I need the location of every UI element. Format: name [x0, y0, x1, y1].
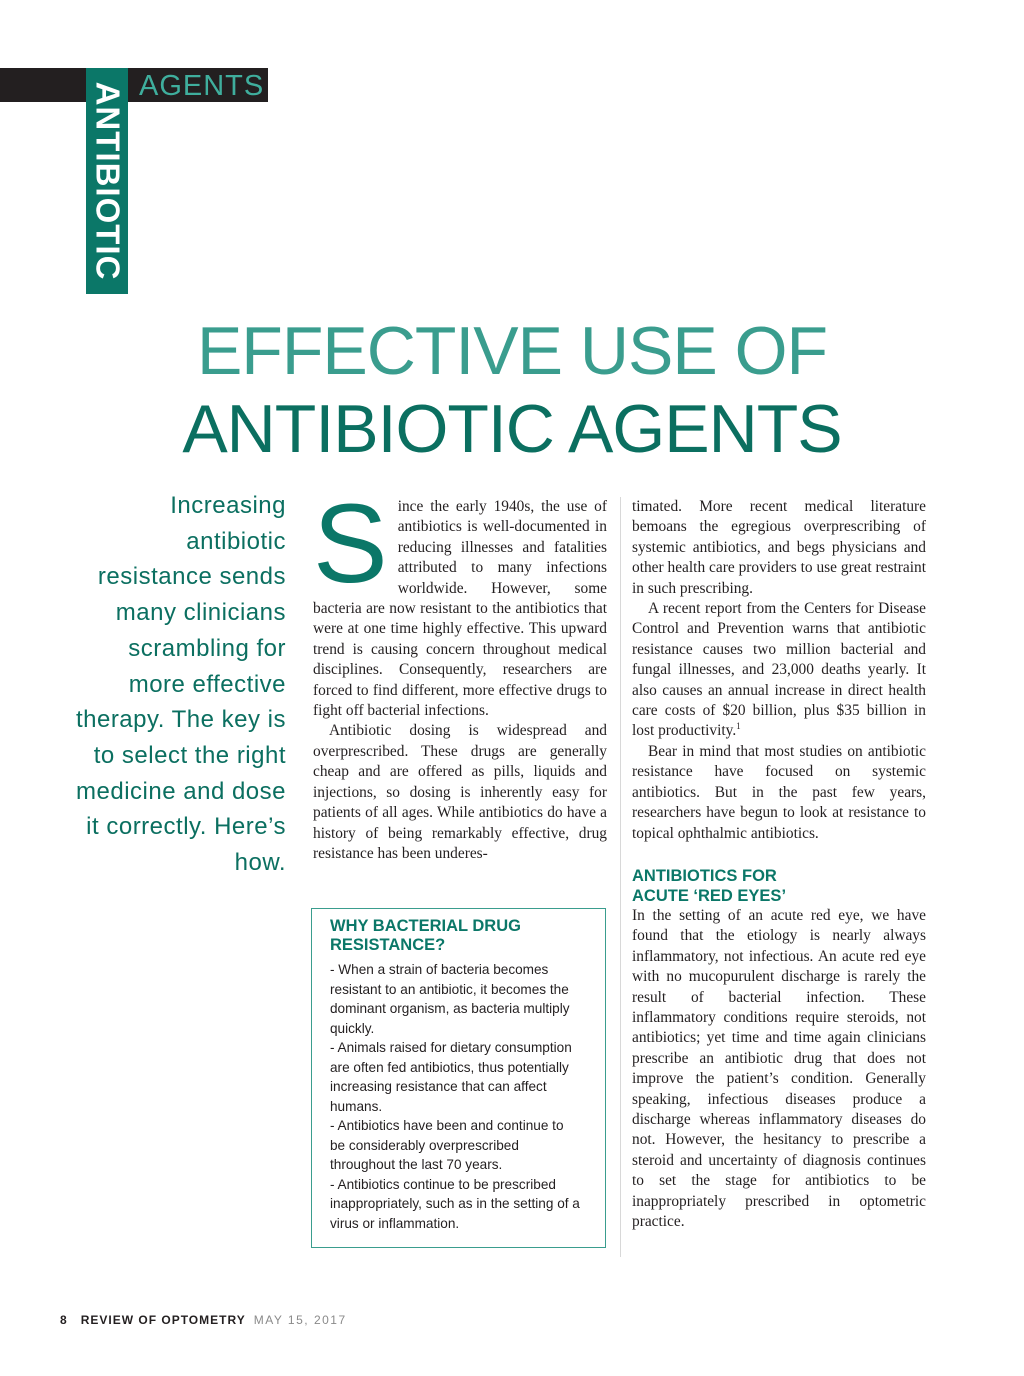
- publication-name: REVIEW OF OPTOMETRY: [80, 1313, 246, 1327]
- article-column-2: [632, 497, 926, 1232]
- paragraph: Bear in mind that most studies on antibiotic resistance have focused on systemic antibiotics. But in the past few years, researchers have begun to look at resistance to topical ophthalmic antibiotics.: [632, 742, 926, 842]
- sidebar-list-item: - Animals raised for dietary consumption are often fed antibiotics, thus potentially increasing resistance that can affect humans.: [330, 1040, 572, 1114]
- pull-quote: Increasing antibiotic resistance sends many clinicians scrambling for more effective therapy. The key is to select the right medicine and dose it correctly. Here’s how.: [75, 492, 286, 877]
- paragraph: Antibiotic dosing is widespread and overprescribed. These drugs are generally cheap and are offered as pills, liquids and injections, so dosing is inherently easy for patients of all ages. While antibiotics do have a history of being remarkably effective, drug resistance has been underes-: [313, 722, 607, 862]
- paragraph: timated. More recent medical literature bemoans the egregious overprescribing of systemic antibiotics, and begs physicians and other health care providers to use great restraint in such prescribing.: [632, 498, 926, 597]
- title-line-2: ANTIBIOTIC AGENTS: [182, 391, 842, 467]
- article-title: [0, 312, 1024, 468]
- drop-cap: S: [313, 481, 388, 606]
- paragraph-text: ince the early 1940s, the use of antibiotics is well-documented in reducing illnesses and fatalities attributed to many infections worldwide. However, some bacteria are now resistant to the antibiotics that were at one time highly effective. This upward trend is causing concern throughout medical disciplines. Consequently, researchers are forced to find different, more effective drugs to fight off bacterial infections.: [313, 498, 607, 720]
- page-footer: [60, 1313, 347, 1327]
- paragraph: In the setting of an acute red eye, we have found that the etiology is nearly always inflammatory, not infectious. An acute red eye with no mucopurulent discharge is rarely the result of bacterial infection. These inflammatory conditions require steroids, not antibiotics; yet time and time again clinicians prescribe an antibiotic drug that does not improve the patient’s condition. Generally speaking, infectious diseases produce a discharge whereas inflammatory diseases do not. However, the hesitancy to prescribe a steroid and uncertainty of diagnosis continues to set the stage for antibiotics to be inappropriately prescribed in optometric practice.: [632, 906, 926, 1230]
- subhead-line-1: ANTIBIOTICS FOR: [632, 866, 777, 885]
- footnote-ref: 1: [736, 721, 741, 732]
- paragraph: [632, 599, 926, 742]
- title-line-1: EFFECTIVE USE OF: [196, 313, 828, 389]
- sidebar-list-item: - Antibiotics have been and continue to be considerably overprescribed throughout the last 70 years.: [330, 1118, 564, 1172]
- sidebar-list-item: - Antibiotics continue to be prescribed inappropriately, such as in the setting of a virus or inflammation.: [330, 1176, 580, 1231]
- sidebar-title: WHY BACTERIAL DRUG RESISTANCE?: [330, 917, 521, 954]
- section-label-agents: AGENTS: [139, 70, 265, 102]
- section-subhead: [632, 866, 926, 906]
- sidebar-list-item: - When a strain of bacteria becomes resistant to an antibiotic, it becomes the dominant organism, as bacteria multiply quickly.: [330, 962, 570, 1036]
- section-label-vertical: [86, 68, 128, 294]
- article-column-1: [313, 481, 607, 864]
- issue-date: MAY 15, 2017: [253, 1313, 347, 1327]
- column-divider: [620, 497, 621, 1257]
- page-number: 8: [60, 1313, 67, 1327]
- subhead-line-2: ACUTE ‘RED EYES’: [632, 886, 787, 905]
- sidebar-box: [311, 908, 606, 1248]
- paragraph-text: A recent report from the Centers for Disease Control and Prevention warns that antibiotic resistance causes two million bacterial and fungal illnesses, and 23,000 deaths yearly. It also causes an annual increase in direct health care costs of $20 billion, plus $35 billion in lost productivity.: [632, 600, 926, 740]
- paragraph: [313, 481, 607, 721]
- section-label-antibiotic: ANTIBIOTIC: [89, 81, 127, 281]
